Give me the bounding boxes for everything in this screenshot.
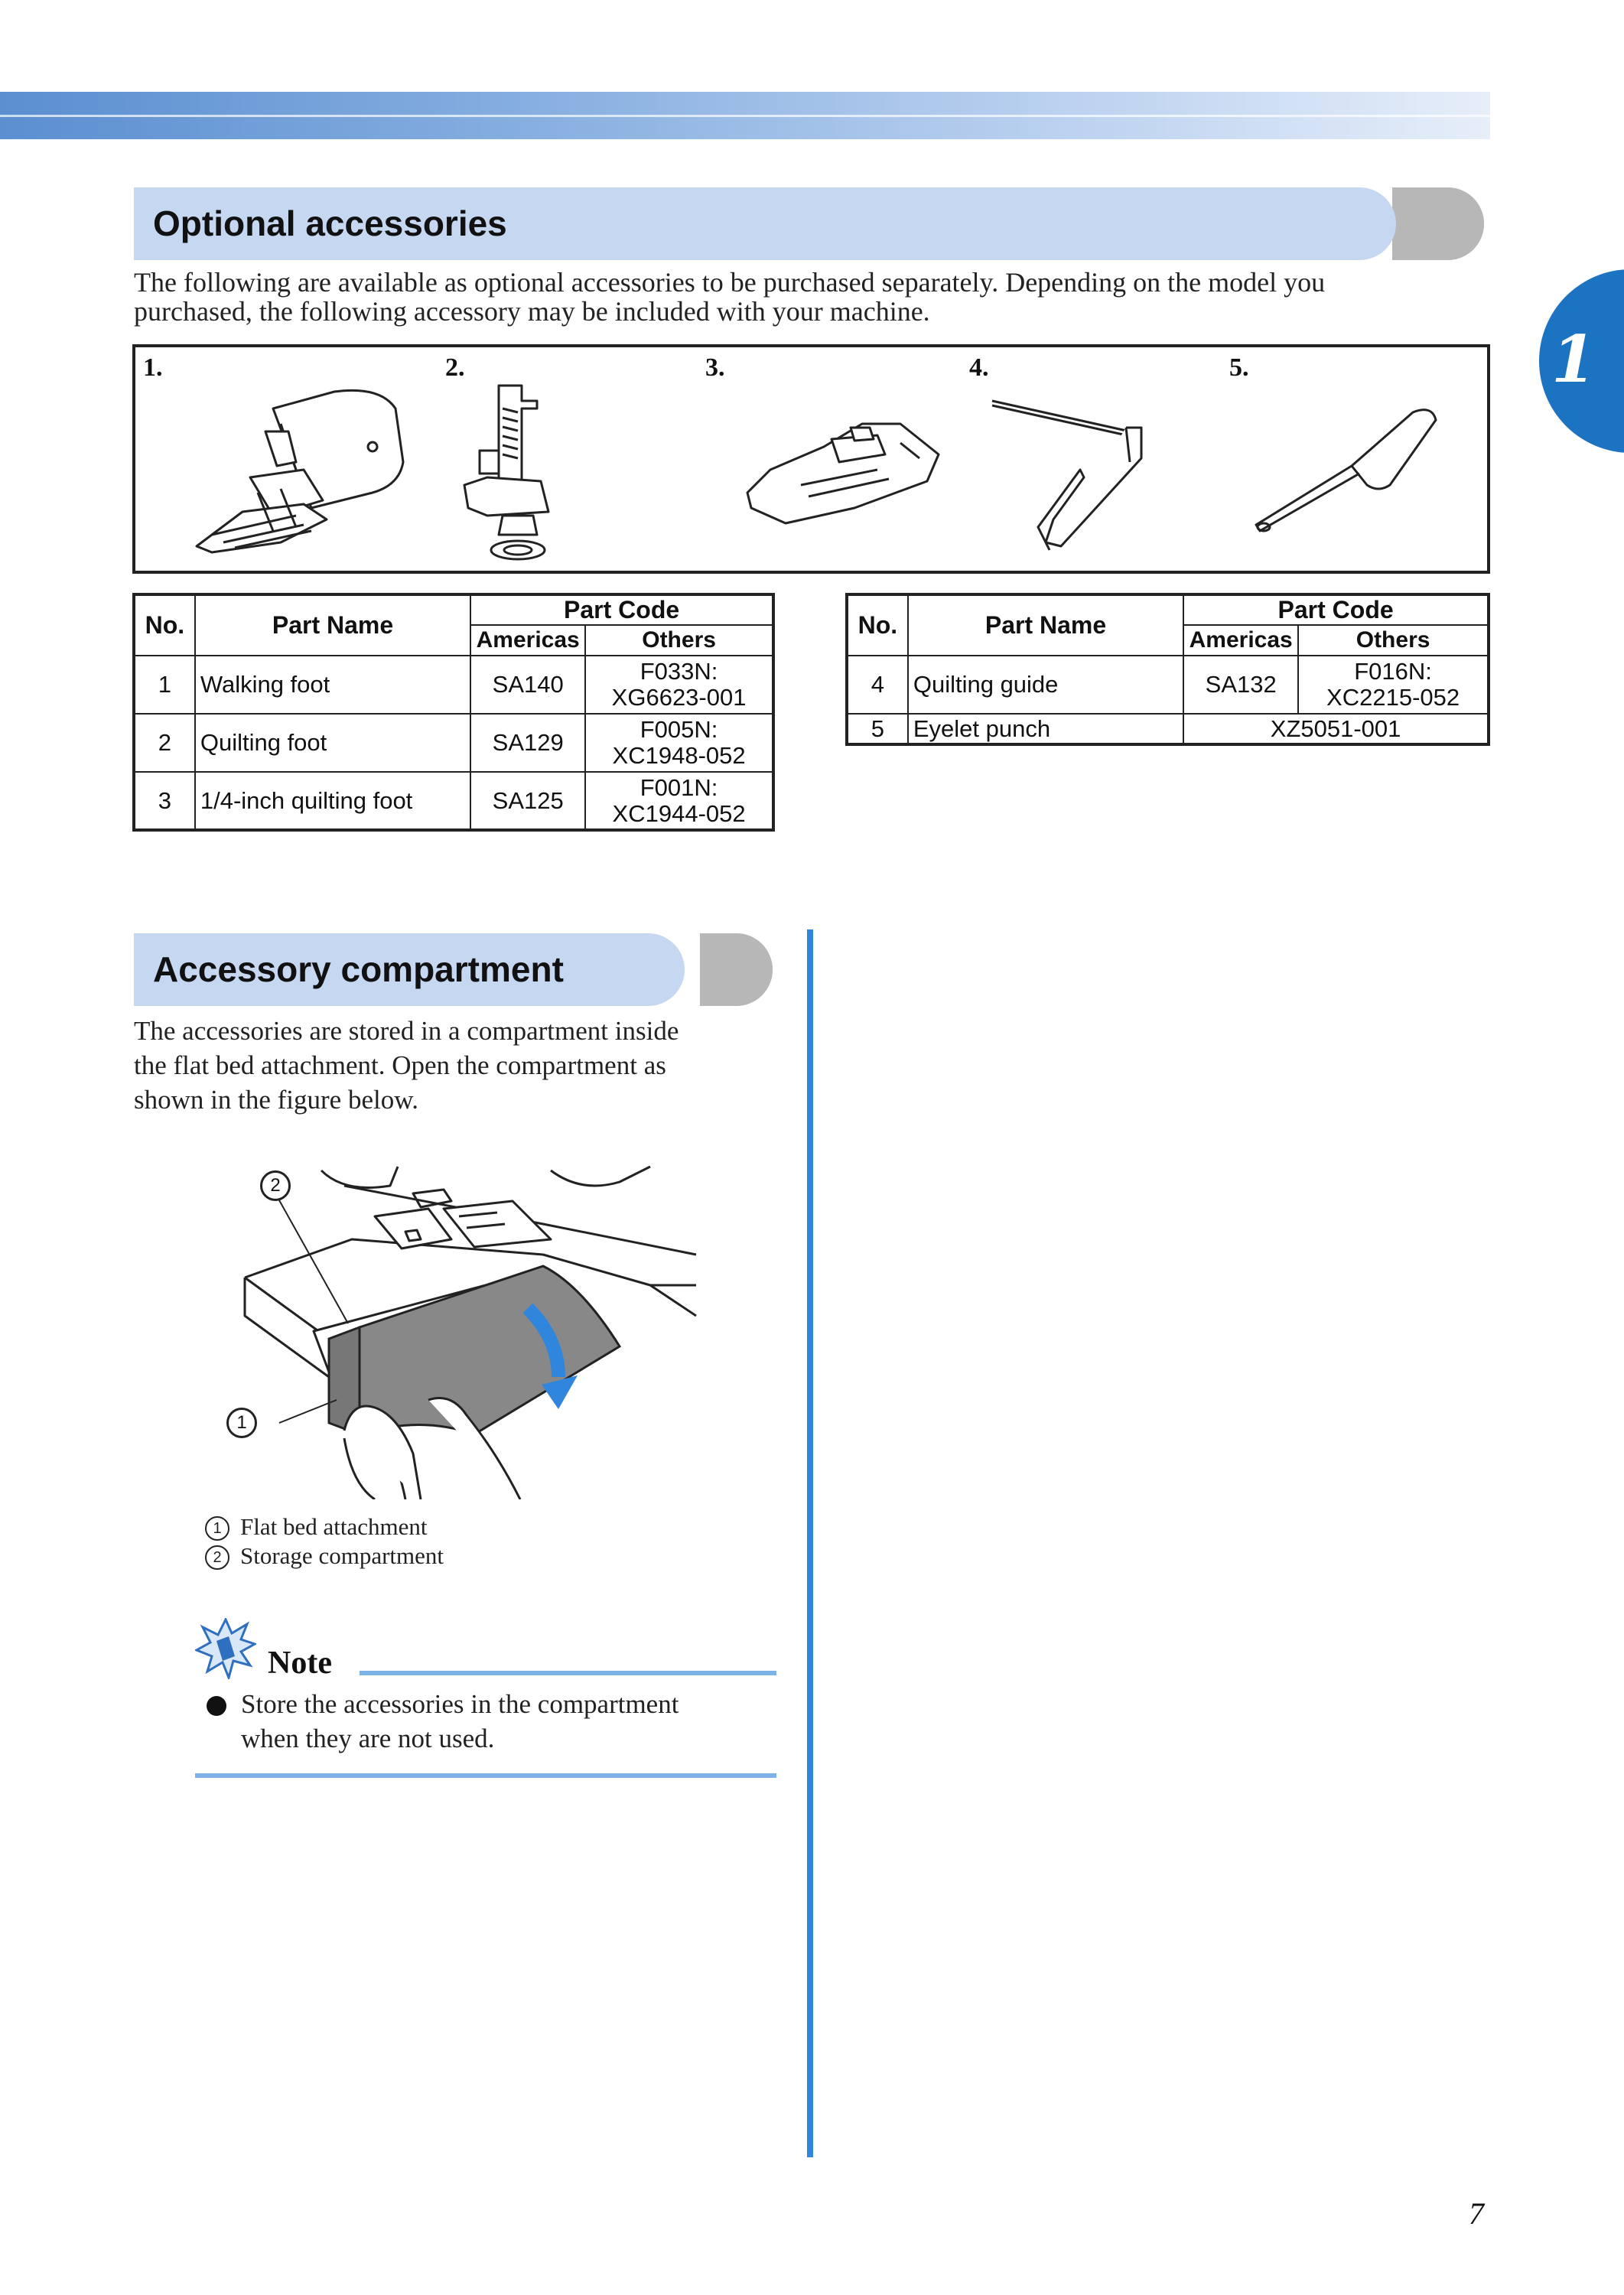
- cell-no: 1: [134, 656, 195, 714]
- cell-americas: SA129: [470, 714, 585, 772]
- legend-text: Flat bed attachment: [240, 1513, 428, 1540]
- cell-no: 5: [847, 714, 908, 744]
- table-row: [847, 656, 1489, 714]
- cell-name: 1/4-inch quilting foot: [195, 772, 470, 830]
- figure-legend: [205, 1512, 444, 1571]
- cell-americas: SA125: [470, 772, 585, 830]
- table-row: [134, 656, 773, 714]
- note-bullet: [207, 1696, 226, 1716]
- paragraph-line: the flat bed attachment. Open the compartment as: [134, 1050, 666, 1080]
- cell-others: [585, 772, 773, 830]
- walking-foot-illustration: [181, 378, 426, 562]
- parts-table-left: [132, 593, 775, 832]
- cell-no: 4: [847, 656, 908, 714]
- callout-2: 2: [260, 1170, 291, 1201]
- eyelet-punch-illustration: [1237, 393, 1451, 546]
- others-line-2: XC1948-052: [612, 742, 746, 769]
- cell-name: Eyelet punch: [908, 714, 1183, 744]
- heading-pill-dark-2: [700, 933, 773, 1006]
- intro-paragraph: [134, 268, 1495, 326]
- section-title-optional-accessories: Optional accessories: [153, 203, 507, 243]
- parts-table-right: [845, 593, 1490, 746]
- col-others: Others: [1298, 625, 1489, 656]
- legend-text: Storage compartment: [240, 1542, 444, 1569]
- col-part-name: Part Name: [195, 594, 470, 656]
- col-part-code: Part Code: [470, 594, 773, 625]
- column-divider: [807, 929, 813, 2157]
- intro-line-2: purchased, the following accessory may be included with your machine.: [134, 296, 930, 327]
- legend-item: [205, 1512, 444, 1541]
- others-line-2: XG6623-001: [611, 684, 747, 711]
- compartment-illustration: [222, 1163, 711, 1499]
- note-text: [241, 1687, 776, 1756]
- others-line-1: F033N:: [640, 658, 718, 685]
- quilting-foot-illustration: [457, 378, 579, 569]
- others-line-1: F016N:: [1354, 658, 1432, 685]
- others-line-1: F005N:: [640, 716, 718, 743]
- col-no: No.: [134, 594, 195, 656]
- note-title-rule: [360, 1671, 776, 1675]
- col-no: No.: [847, 594, 908, 656]
- header-band-highlight: [0, 115, 1490, 117]
- figure-label-4: 4.: [969, 353, 989, 382]
- cell-americas: SA132: [1183, 656, 1298, 714]
- col-americas: Americas: [470, 625, 585, 656]
- paragraph-line: shown in the figure below.: [134, 1085, 418, 1115]
- col-others: Others: [585, 625, 773, 656]
- intro-line-1: The following are available as optional accessories to be purchased separately. Depending on the model you: [134, 267, 1326, 298]
- quilting-guide-illustration: [977, 386, 1176, 562]
- legend-number: 2: [205, 1545, 229, 1570]
- figure-label-5: 5.: [1229, 353, 1249, 382]
- others-line-2: XC2215-052: [1326, 684, 1460, 711]
- note-icon: [195, 1618, 256, 1679]
- cell-name: Walking foot: [195, 656, 470, 714]
- quarter-inch-foot-illustration: [724, 393, 954, 546]
- figure-label-3: 3.: [705, 353, 725, 382]
- callout-1: 1: [226, 1408, 257, 1438]
- others-line-2: XC1944-052: [612, 799, 746, 827]
- cell-name: Quilting guide: [908, 656, 1183, 714]
- note-line: when they are not used.: [241, 1724, 495, 1753]
- col-americas: Americas: [1183, 625, 1298, 656]
- compartment-paragraph: [134, 1014, 792, 1117]
- cell-no: 3: [134, 772, 195, 830]
- legend-number: 1: [205, 1516, 229, 1541]
- cell-no: 2: [134, 714, 195, 772]
- chapter-number: 1: [1551, 321, 1596, 397]
- page-number: 7: [1469, 2196, 1484, 2231]
- cell-americas: SA140: [470, 656, 585, 714]
- accessories-figure: [132, 344, 1490, 574]
- note-bottom-rule: [195, 1773, 776, 1778]
- col-part-name: Part Name: [908, 594, 1183, 656]
- heading-pill-dark-2: [1392, 187, 1484, 260]
- table-row: [847, 714, 1489, 744]
- section-title-accessory-compartment: Accessory compartment: [153, 949, 564, 989]
- cell-code: XZ5051-001: [1183, 714, 1489, 744]
- legend-item: [205, 1541, 444, 1571]
- cell-others: [585, 656, 773, 714]
- figure-label-2: 2.: [445, 353, 465, 382]
- note-line: Store the accessories in the compartment: [241, 1689, 679, 1719]
- cell-others: [585, 714, 773, 772]
- figure-label-1: 1.: [143, 353, 163, 382]
- table-row: [134, 714, 773, 772]
- table-row: [134, 772, 773, 830]
- cell-name: Quilting foot: [195, 714, 470, 772]
- paragraph-line: The accessories are stored in a compartment inside: [134, 1016, 679, 1046]
- note-title: Note: [268, 1646, 332, 1681]
- others-line-1: F001N:: [640, 773, 718, 801]
- cell-others: [1298, 656, 1489, 714]
- col-part-code: Part Code: [1183, 594, 1489, 625]
